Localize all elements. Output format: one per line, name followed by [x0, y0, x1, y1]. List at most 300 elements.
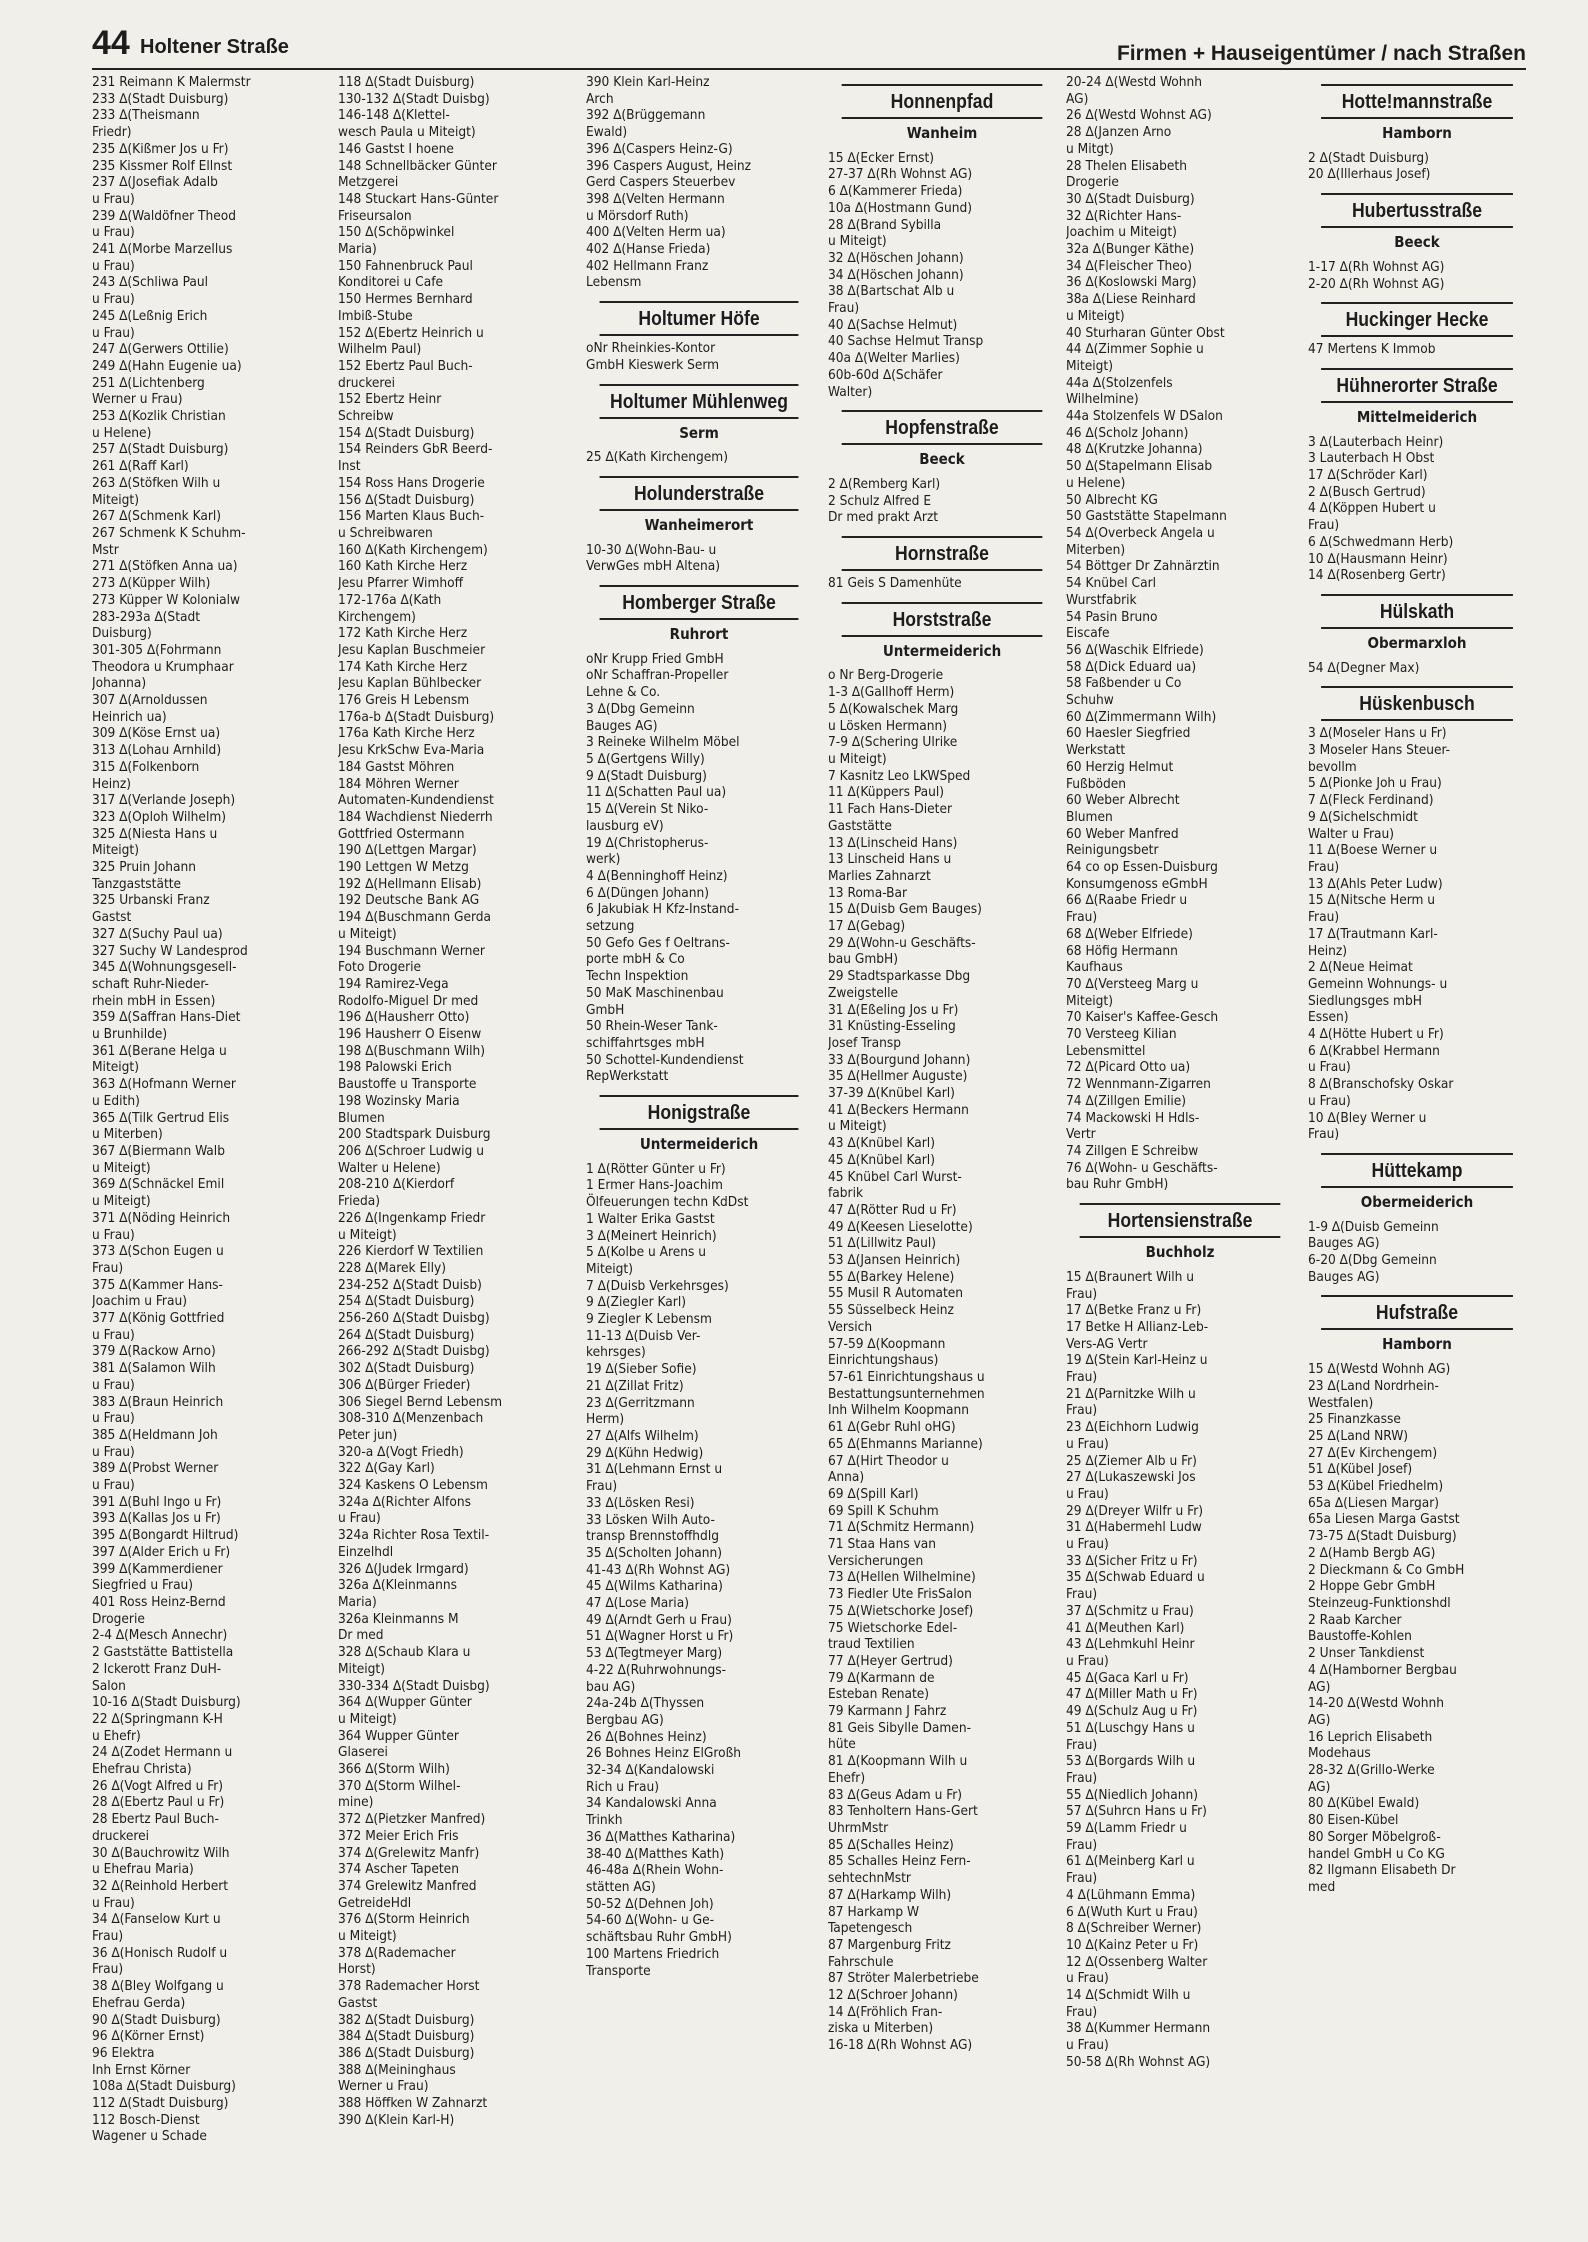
- directory-entry: 51 ∆(Kübel Josef): [1308, 1461, 1413, 1478]
- directory-entry: 184 Gastst Möhren: [338, 758, 455, 775]
- directory-entry: 87 Margenburg Fritz Fahrschule: [828, 1936, 951, 1970]
- directory-entry: 235 Kissmer Rolf Ellnst: [92, 157, 233, 174]
- directory-entry: 27-37 ∆(Rh Wohnst AG): [828, 166, 973, 183]
- directory-entry: 237 ∆(Josefiak Adalb u Frau): [92, 174, 218, 207]
- running-street-name: Holtener Straße: [140, 36, 289, 58]
- directory-entry: 192 ∆(Hellmann Elisab): [338, 875, 482, 892]
- directory-entry: 36 ∆(Matthes Katharina): [586, 1828, 736, 1845]
- directory-entry: 49 ∆(Keesen Lieselotte): [828, 1218, 973, 1235]
- directory-entry: 53 ∆(Kübel Friedhelm): [1308, 1478, 1444, 1495]
- directory-entry: 315 ∆(Folkenborn Heinz): [92, 758, 200, 792]
- directory-entry: 146-148 ∆(Klettel- wesch Paula u Miteigt): [338, 107, 476, 141]
- directory-entry: 400 ∆(Velten Herm ua): [586, 224, 726, 241]
- directory-entry: 3 ∆(Moseler Hans u Fr): [1308, 725, 1447, 742]
- directory-entry: 245 ∆(Leßnig Erich u Frau): [92, 307, 208, 341]
- district-heading: Wanheim: [906, 124, 978, 142]
- directory-entry: 54 ∆(Overbeck Angela u Miterben): [1066, 524, 1215, 558]
- directory-entry: 375 ∆(Kammer Hans- Joachim u Frau): [92, 1276, 223, 1310]
- directory-entry: 196 ∆(Hausherr Otto): [338, 1009, 470, 1026]
- directory-entry: 366 ∆(Storm Wilh): [338, 1761, 450, 1778]
- street-heading: Holtumer Höfe: [600, 301, 799, 336]
- directory-entry: 60 ∆(Zimmermann Wilh): [1066, 708, 1217, 725]
- directory-entry: 371 ∆(Nöding Heinrich u Frau): [92, 1209, 231, 1243]
- directory-entry: 273 Küpper W Kolonialw: [92, 591, 241, 608]
- directory-entry: 5 ∆(Kowalschek Marg u Lösken Hermann): [828, 700, 959, 734]
- directory-entry: 327 ∆(Suchy Paul ua): [92, 925, 223, 942]
- directory-entry: 243 ∆(Schliwa Paul u Frau): [92, 274, 209, 308]
- district-heading: Buchholz: [1145, 1243, 1215, 1262]
- directory-entry: 54 Böttger Dr Zahnärztin: [1066, 558, 1220, 575]
- directory-entry: 5 ∆(Gertgens Willy): [586, 750, 705, 767]
- directory-entry: 364 ∆(Wupper Günter u Miteigt): [338, 1694, 472, 1727]
- directory-entry: 72 ∆(Picard Otto ua): [1066, 1059, 1191, 1076]
- directory-entry: 306 Siegel Bernd Lebensm: [338, 1393, 503, 1410]
- directory-entry: 2 Hoppe Gebr GmbH Steinzeug-Funktionshdl: [1308, 1578, 1451, 1611]
- street-heading: Hotte!mannstraße: [1321, 84, 1513, 119]
- directory-entry: 302 ∆(Stadt Duisburg): [338, 1360, 475, 1377]
- directory-entry: 40 Sturharan Günter Obst: [1066, 324, 1225, 341]
- directory-entry: 75 Wietschorke Edel- traud Textilien: [828, 1619, 958, 1653]
- directory-entry: 49 ∆(Schulz Aug u Fr): [1066, 1703, 1198, 1720]
- directory-entry: 28 Ebertz Paul Buch- druckerei: [92, 1811, 219, 1844]
- directory-entry: 54 ∆(Degner Max): [1308, 659, 1420, 676]
- directory-entry: 374 Ascher Tapeten: [338, 1861, 459, 1878]
- directory-entry: 45 Knübel Carl Wurst- fabrik: [828, 1168, 962, 1202]
- directory-entry: 8 ∆(Branschofsky Oskar u Frau): [1308, 1076, 1454, 1109]
- directory-entry: 53 ∆(Borgards Wilh u Frau): [1066, 1753, 1196, 1786]
- directory-entry: 66 ∆(Raabe Friedr u Frau): [1066, 892, 1188, 926]
- directory-entry: 402 ∆(Hanse Frieda): [586, 241, 711, 258]
- directory-entry: 29 ∆(Kühn Hedwig): [586, 1444, 704, 1461]
- directory-entry: 367 ∆(Biermann Walb u Miteigt): [92, 1143, 225, 1176]
- directory-entry: 40 Sachse Helmut Transp: [828, 333, 984, 350]
- directory-entry: 7 Kasnitz Leo LKWSped: [828, 767, 971, 784]
- directory-entry: 40 ∆(Sachse Helmut): [828, 316, 958, 333]
- directory-entry: 1 Walter Erika Gastst: [586, 1210, 715, 1227]
- directory-entry: 374 ∆(Grelewitz Manfr): [338, 1844, 480, 1861]
- directory-entry: 71 ∆(Schmitz Hermann): [828, 1519, 975, 1536]
- directory-entry: 323 ∆(Oploh Wilhelm): [92, 808, 227, 825]
- directory-entry: 172 Kath Kirche Herz Jesu Kaplan Buschmeier: [338, 625, 486, 658]
- directory-entry: 150 Hermes Bernhard Imbiß-Stube: [338, 291, 473, 324]
- directory-entry: 10-30 ∆(Wohn-Bau- u VerwGes mbH Altena): [586, 541, 720, 575]
- column-4: [828, 74, 1056, 2234]
- directory-entry: 12 ∆(Schroer Johann): [828, 1987, 958, 2004]
- directory-entry: 2 Unser Tankdienst: [1308, 1645, 1425, 1662]
- directory-entry: 172-176a ∆(Kath Kirchengem): [338, 591, 442, 625]
- directory-entry: 28 Thelen Elisabeth Drogerie: [1066, 157, 1187, 191]
- directory-entry: 15 ∆(Braunert Wilh u Frau): [1066, 1268, 1195, 1302]
- directory-entry: 35 ∆(Hellmer Auguste): [828, 1068, 968, 1085]
- directory-entry: 77 ∆(Heyer Gertrud): [828, 1652, 953, 1669]
- directory-entry: 45 ∆(Knübel Karl): [828, 1151, 935, 1168]
- directory-entry: 325 ∆(Niesta Hans u Miteigt): [92, 825, 218, 859]
- directory-entry: 3 Reineke Wilhelm Möbel: [586, 734, 740, 751]
- directory-entry: 273 ∆(Küpper Wilh): [92, 575, 211, 592]
- directory-entry: 29 Stadtsparkasse Dbg Zweigstelle: [828, 968, 971, 1001]
- directory-entry: 253 ∆(Kozlik Christian u Helene): [92, 408, 226, 441]
- directory-entry: 56 ∆(Waschik Elfriede): [1066, 641, 1204, 658]
- directory-entry: 190 Lettgen W Metzg: [338, 859, 469, 876]
- directory-entry: 44 ∆(Zimmer Sophie u Miteigt): [1066, 341, 1204, 374]
- directory-entry: 6 Jakubiak H Kfz-Instand- setzung: [586, 901, 739, 935]
- directory-entry: 3 ∆(Dbg Gemeinn Bauges AG): [586, 700, 695, 734]
- directory-entry: 57-61 Einrichtungshaus u Bestattungsunternehmen Inh Wilhelm Koopmann: [828, 1369, 985, 1419]
- directory-entry: 73 ∆(Hellen Wilhelmine): [828, 1569, 976, 1586]
- directory-entry: 60 Herzig Helmut Fußböden: [1066, 758, 1174, 792]
- column-6: [1308, 74, 1526, 2234]
- street-heading: Honnenpfad: [842, 84, 1043, 119]
- directory-entry: 80 ∆(Kübel Ewald): [1308, 1795, 1420, 1812]
- directory-entry: 194 ∆(Buschmann Gerda u Miteigt): [338, 909, 492, 942]
- directory-entry: 85 ∆(Schalles Heinz): [828, 1836, 954, 1853]
- directory-entry: 17 ∆(Schröder Karl): [1308, 467, 1428, 484]
- directory-entry: 2 ∆(Neue Heimat Gemeinn Wohnungs- u Siedlungsges mbH Essen): [1308, 959, 1448, 1026]
- directory-entry: 27 ∆(Lukaszewski Jos u Frau): [1066, 1469, 1196, 1502]
- directory-entry: 38 ∆(Kummer Hermann u Frau): [1066, 2020, 1211, 2054]
- directory-entry: 1-9 ∆(Duisb Gemeinn Bauges AG): [1308, 1218, 1439, 1252]
- directory-entry: 130-132 ∆(Stadt Duisbg): [338, 90, 490, 107]
- directory-entry: 32-34 ∆(Kandalowski Rich u Frau): [586, 1762, 715, 1795]
- district-heading: Untermeiderich: [639, 1135, 759, 1154]
- directory-entry: 160 ∆(Kath Kirchengem): [338, 541, 488, 558]
- directory-entry: 24a-24b ∆(Thyssen Bergbau AG): [586, 1695, 705, 1728]
- directory-entry: 83 Tenholtern Hans-Gert UhrmMstr: [828, 1803, 978, 1836]
- directory-entry: 176a-b ∆(Stadt Duisburg): [338, 708, 495, 725]
- directory-entry: 44a Stolzenfels W DSalon: [1066, 408, 1223, 425]
- directory-entry: 51 ∆(Luschgy Hans u Frau): [1066, 1719, 1195, 1753]
- directory-entry: 74 ∆(Zillgen Emilie): [1066, 1092, 1187, 1109]
- directory-entry: 16-18 ∆(Rh Wohnst AG): [828, 2037, 973, 2054]
- directory-entry: 25 Finanzkasse: [1308, 1411, 1401, 1428]
- directory-entry: 50 ∆(Stapelmann Elisab u Helene): [1066, 458, 1213, 491]
- directory-entry: 26 Bohnes Heinz ElGroßh: [586, 1745, 742, 1762]
- directory-entry: 60 Weber Albrecht Blumen: [1066, 792, 1180, 825]
- directory-entry: 388 Höffken W Zahnarzt: [338, 2095, 488, 2112]
- directory-entry: 20 ∆(Illerhaus Josef): [1308, 166, 1431, 183]
- directory-entry: oNr Schaffran-Propeller Lehne & Co.: [586, 667, 729, 701]
- directory-entry: 76 ∆(Wohn- u Geschäfts- bau Ruhr GmbH): [1066, 1159, 1218, 1193]
- directory-entry: 35 ∆(Scholten Johann): [586, 1544, 723, 1561]
- directory-entry: 364 Wupper Günter Glaserei: [338, 1727, 459, 1761]
- street-heading: Holtumer Mühlenweg: [600, 384, 799, 419]
- directory-entry: 146 Gastst I hoene: [338, 140, 454, 157]
- directory-entry: 35 ∆(Schwab Eduard u Frau): [1066, 1569, 1205, 1603]
- directory-entry: 154 Ross Hans Drogerie: [338, 474, 485, 491]
- directory-entry: 401 Ross Heinz-Bernd Drogerie: [92, 1593, 226, 1627]
- directory-entry: 70 Kaiser's Kaffee-Gesch: [1066, 1009, 1219, 1026]
- street-heading: Horststraße: [842, 602, 1043, 637]
- directory-entry: 317 ∆(Verlande Joseph): [92, 792, 236, 809]
- directory-entry: 54-60 ∆(Wohn- u Ge- schäftsbau Ruhr GmbH): [586, 1912, 732, 1946]
- directory-entry: 36 ∆(Honisch Rudolf u Frau): [92, 1944, 228, 1978]
- directory-entry: 100 Martens Friedrich Transporte: [586, 1945, 720, 1979]
- directory-entry: 4 ∆(Hötte Hubert u Fr): [1308, 1026, 1444, 1043]
- directory-entry: 47 ∆(Rötter Rud u Fr): [828, 1201, 957, 1218]
- directory-entry: 20-24 ∆(Westd Wohnh AG): [1066, 74, 1203, 107]
- directory-entry: 87 Ströter Malerbetriebe: [828, 1970, 979, 1987]
- directory-entry: 11 ∆(Küppers Paul): [828, 784, 945, 801]
- street-heading: Holunderstraße: [600, 476, 799, 511]
- directory-entry: 369 ∆(Schnäckel Emil u Miteigt): [92, 1176, 225, 1210]
- directory-entry: 47 Mertens K Immob: [1308, 341, 1436, 358]
- directory-entry: 390 Klein Karl-Heinz Arch: [586, 74, 710, 107]
- directory-entry: 15 ∆(Verein St Niko- lausburg eV): [586, 801, 709, 834]
- directory-entry: 382 ∆(Stadt Duisburg): [338, 2011, 475, 2028]
- directory-entry: 19 ∆(Stein Karl-Heinz u Frau): [1066, 1352, 1208, 1386]
- directory-entry: 79 ∆(Karmann de Esteban Renate): [828, 1669, 935, 1703]
- directory-entry: 14 ∆(Schmidt Wilh u Frau): [1066, 1987, 1191, 2020]
- directory-entry: 29 ∆(Dreyer Wilfr u Fr): [1066, 1502, 1204, 1519]
- directory-entry: 47 ∆(Lose Maria): [586, 1595, 689, 1612]
- directory-entry: 198 Palowski Erich Baustoffe u Transporte: [338, 1059, 477, 1093]
- directory-entry: 25 ∆(Land NRW): [1308, 1427, 1409, 1444]
- directory-entry: 72 Wennmann-Zigarren: [1066, 1076, 1211, 1093]
- directory-entry: oNr Krupp Fried GmbH: [586, 650, 724, 667]
- district-heading: Beeck: [919, 450, 965, 469]
- street-heading: Huckinger Hecke: [1321, 302, 1513, 337]
- directory-entry: 247 ∆(Gerwers Ottilie): [92, 341, 229, 358]
- column-2: [338, 74, 564, 2234]
- directory-entry: 9 ∆(Stadt Duisburg): [586, 767, 707, 784]
- directory-entry: 50 Rhein-Weser Tank- schiffahrtsges mbH: [586, 1018, 718, 1051]
- directory-entry: 41 ∆(Beckers Hermann u Miteigt): [828, 1101, 969, 1135]
- directory-entry: 50 MaK Maschinenbau GmbH: [586, 984, 724, 1018]
- column-5: [1066, 74, 1294, 2234]
- directory-columns: [92, 74, 1526, 2234]
- directory-entry: 14 ∆(Fröhlich Fran- ziska u Miterben): [828, 2003, 943, 2037]
- street-heading: Hüttekamp: [1321, 1153, 1513, 1188]
- directory-entry: 25 ∆(Kath Kirchengem): [586, 449, 728, 466]
- directory-entry: 53 ∆(Tegtmeyer Marg): [586, 1645, 723, 1662]
- directory-entry: 53 ∆(Jansen Heinrich): [828, 1252, 961, 1269]
- directory-entry: 378 ∆(Rademacher Horst): [338, 1944, 456, 1978]
- directory-entry: 33 Lösken Wilh Auto- transp Brennstoffhdlg: [586, 1511, 719, 1545]
- directory-entry: 2 ∆(Hamb Bergb AG): [1308, 1544, 1436, 1561]
- directory-entry: 4-22 ∆(Ruhrwohnungs- bau AG): [586, 1661, 727, 1695]
- street-heading: Homberger Straße: [600, 585, 799, 620]
- directory-entry: 150 ∆(Schöpwinkel Maria): [338, 224, 455, 258]
- directory-entry: 44a ∆(Stolzenfels Wilhelmine): [1066, 374, 1173, 408]
- directory-entry: 373 ∆(Schon Eugen u Frau): [92, 1243, 224, 1276]
- directory-entry: 154 Reinders GbR Beerd- Inst: [338, 441, 493, 475]
- directory-entry: 54 Pasin Bruno Eiscafe: [1066, 608, 1158, 642]
- directory-entry: 365 ∆(Tilk Gertrud Elis u Miterben): [92, 1109, 230, 1143]
- directory-entry: 32 ∆(Reinhold Herbert u Frau): [92, 1877, 229, 1911]
- directory-entry: 10 ∆(Kainz Peter u Fr): [1066, 1936, 1199, 1953]
- directory-entry: 60 Weber Manfred Reinigungsbetr: [1066, 825, 1179, 859]
- directory-entry: 81 ∆(Koopmann Wilh u Ehefr): [828, 1753, 968, 1786]
- directory-entry: 345 ∆(Wohnungsgesell- schaft Ruhr-Nieder- rhein mbH in Essen): [92, 959, 237, 1009]
- directory-entry: 330-334 ∆(Stadt Duisbg): [338, 1677, 490, 1694]
- directory-entry: 200 Stadtspark Duisburg: [338, 1126, 491, 1143]
- directory-entry: 38a ∆(Liese Reinhard u Miteigt): [1066, 291, 1196, 324]
- column-3: [586, 74, 812, 2234]
- directory-entry: 43 ∆(Lehmkuhl Heinr u Frau): [1066, 1636, 1195, 1669]
- directory-entry: o Nr Berg-Drogerie: [828, 667, 944, 684]
- directory-entry: 23 ∆(Land Nordrhein- Westfalen): [1308, 1377, 1439, 1411]
- directory-entry: 398 ∆(Velten Hermann u Mörsdorf Ruth): [586, 190, 725, 224]
- directory-entry: 32 ∆(Richter Hans- Joachim u Miteigt): [1066, 207, 1182, 241]
- directory-entry: 2-4 ∆(Mesch Annechr): [92, 1627, 228, 1644]
- directory-entry: 208-210 ∆(Kierdorf Frieda): [338, 1176, 455, 1210]
- directory-entry: 389 ∆(Probst Werner u Frau): [92, 1460, 219, 1494]
- directory-entry: 6-20 ∆(Dbg Gemeinn Bauges AG): [1308, 1252, 1437, 1285]
- directory-entry: 324a Richter Rosa Textil- Einzelhdl: [338, 1527, 490, 1560]
- street-heading: Hufstraße: [1321, 1295, 1513, 1330]
- directory-entry: 34 Kandalowski Anna Trinkh: [586, 1795, 717, 1829]
- directory-entry: 381 ∆(Salamon Wilh u Frau): [92, 1360, 216, 1393]
- directory-entry: 4 ∆(Hamborner Bergbau AG): [1308, 1661, 1457, 1695]
- directory-entry: 257 ∆(Stadt Duisburg): [92, 441, 229, 458]
- directory-entry: 65 ∆(Ehmanns Marianne): [828, 1435, 983, 1452]
- directory-entry: 85 Schalles Heinz Fern- sehtechnMstr: [828, 1853, 971, 1887]
- directory-entry: 50 Albrecht KG: [1066, 491, 1158, 508]
- directory-entry: 50 Gefo Ges f Oeltrans- porte mbH & Co Techn Inspektion: [586, 934, 730, 985]
- directory-entry: 28 ∆(Brand Sybilla u Miteigt): [828, 216, 942, 250]
- directory-entry: 61 ∆(Gebr Ruhl oHG): [828, 1419, 956, 1436]
- directory-entry: 68 ∆(Weber Elfriede): [1066, 925, 1193, 942]
- directory-entry: 372 Meier Erich Fris: [338, 1827, 459, 1844]
- directory-entry: 57-59 ∆(Koopmann Einrichtungshaus): [828, 1335, 946, 1369]
- directory-entry: 4 ∆(Köppen Hubert u Frau): [1308, 500, 1436, 534]
- district-heading: Hamborn: [1382, 124, 1452, 142]
- directory-entry: 61 ∆(Meinberg Karl u Frau): [1066, 1853, 1195, 1887]
- directory-entry: 254 ∆(Stadt Duisburg): [338, 1293, 475, 1310]
- directory-entry: 249 ∆(Hahn Eugenie ua): [92, 357, 242, 374]
- directory-entry: 33 ∆(Sicher Fritz u Fr): [1066, 1552, 1198, 1569]
- directory-entry: 152 ∆(Ebertz Heinrich u Wilhelm Paul): [338, 324, 484, 358]
- directory-entry: 11 ∆(Boese Werner u Frau): [1308, 842, 1438, 875]
- directory-entry: 233 ∆(Theismann Friedr): [92, 107, 200, 141]
- directory-entry: 6 ∆(Schwedmann Herb): [1308, 533, 1454, 550]
- directory-entry: 308-310 ∆(Menzenbach Peter jun): [338, 1410, 484, 1443]
- directory-entry: 15 ∆(Duisb Gem Bauges): [828, 901, 982, 918]
- directory-entry: 50-58 ∆(Rh Wohnst AG): [1066, 2053, 1211, 2070]
- street-heading: Honigstraße: [600, 1095, 799, 1130]
- directory-entry: 3 ∆(Meinert Heinrich): [586, 1227, 717, 1244]
- directory-entry: 363 ∆(Hofmann Werner u Edith): [92, 1076, 236, 1109]
- directory-entry: 28 ∆(Janzen Arno u Mitgt): [1066, 124, 1172, 157]
- directory-entry: 392 ∆(Brüggemann Ewald): [586, 107, 706, 141]
- directory-entry: 390 ∆(Klein Karl-H): [338, 2111, 455, 2128]
- directory-entry: 33 ∆(Bourgund Johann): [828, 1051, 971, 1068]
- directory-entry: 3 Lauterbach H Obst: [1308, 450, 1435, 467]
- directory-entry: 324 Kaskens O Lebensm: [338, 1477, 488, 1494]
- directory-entry: 28-32 ∆(Grillo-Werke AG): [1308, 1762, 1435, 1795]
- directory-entry: 2 ∆(Stadt Duisburg): [1308, 149, 1429, 166]
- directory-entry: 26 ∆(Bohnes Heinz): [586, 1728, 707, 1745]
- directory-entry: 79 Karmann J Fahrz: [828, 1703, 947, 1720]
- directory-entry: 226 Kierdorf W Textilien: [338, 1243, 484, 1260]
- directory-entry: 9 Ziegler K Lebensm: [586, 1311, 712, 1328]
- directory-entry: 324a ∆(Richter Alfons u Frau): [338, 1493, 471, 1527]
- directory-entry: 10 ∆(Bley Werner u Frau): [1308, 1109, 1427, 1143]
- directory-entry: 148 Stuckart Hans-Günter Friseursalon: [338, 190, 499, 224]
- directory-entry: 156 Marten Klaus Buch- u Schreibwaren: [338, 508, 485, 541]
- directory-entry: 11 Fach Hans-Dieter Gaststätte: [828, 801, 953, 834]
- directory-entry: 359 ∆(Saffran Hans-Diet u Brunhilde): [92, 1009, 241, 1043]
- directory-entry: 14-20 ∆(Westd Wohnh AG): [1308, 1695, 1445, 1728]
- directory-entry: 3 Moseler Hans Steuer- bevollm: [1308, 742, 1451, 775]
- directory-entry: 325 Pruin Johann Tanzgaststätte: [92, 859, 197, 892]
- directory-entry: 326a Kleinmanns M Dr med: [338, 1610, 459, 1644]
- directory-entry: 37 ∆(Schmitz u Frau): [1066, 1602, 1194, 1619]
- directory-entry: 23 ∆(Eichhorn Ludwig u Frau): [1066, 1419, 1199, 1452]
- directory-entry: 322 ∆(Gay Karl): [338, 1460, 435, 1477]
- street-heading: Hühnerorter Straße: [1321, 368, 1513, 403]
- directory-entry: 50 Schottel-Kundendienst RepWerkstatt: [586, 1051, 744, 1085]
- directory-entry: 87 ∆(Harkamp Wilh): [828, 1886, 952, 1903]
- directory-entry: 34 ∆(Fleischer Theo): [1066, 257, 1193, 274]
- directory-entry: 5 ∆(Pionke Joh u Frau): [1308, 775, 1442, 792]
- directory-entry: 150 Fahnenbruck Paul Konditorei u Cafe: [338, 257, 473, 291]
- directory-entry: 37-39 ∆(Knübel Karl): [828, 1085, 955, 1102]
- directory-entry: 24 ∆(Zodet Hermann u Ehefrau Christa): [92, 1744, 233, 1778]
- directory-entry: 11 ∆(Schatten Paul ua): [586, 784, 727, 801]
- directory-entry: 55 ∆(Niedlich Johann): [1066, 1786, 1199, 1803]
- directory-entry: 361 ∆(Berane Helga u Miteigt): [92, 1042, 227, 1076]
- directory-entry: 2 Schulz Alfred E Dr med prakt Arzt: [828, 492, 939, 526]
- directory-entry: 64 co op Essen-Duisburg Konsumgenoss eGmbH: [1066, 859, 1218, 892]
- directory-entry: 2 ∆(Busch Gertrud): [1308, 483, 1426, 500]
- directory-entry: 4 ∆(Lühmann Emma): [1066, 1886, 1196, 1903]
- directory-entry: 83 ∆(Geus Adam u Fr): [828, 1786, 963, 1803]
- directory-entry: 393 ∆(Kallas Jos u Fr): [92, 1510, 221, 1527]
- directory-entry: 160 Kath Kirche Herz Jesu Pfarrer Wimhoff: [338, 558, 468, 592]
- directory-entry: 152 Ebertz Heinr Schreibw: [338, 391, 442, 425]
- directory-entry: 15 ∆(Nitsche Herm u Frau): [1308, 892, 1436, 926]
- directory-entry: 378 Rademacher Horst Gastst: [338, 1978, 480, 2011]
- directory-entry: 96 ∆(Körner Ernst): [92, 2028, 205, 2045]
- directory-entry: 27 ∆(Alfs Wilhelm): [586, 1428, 699, 1444]
- directory-entry: 379 ∆(Rackow Arno): [92, 1343, 216, 1360]
- directory-entry: 80 Sorger Möbelgroß- handel GmbH u Co KG: [1308, 1828, 1445, 1862]
- directory-entry: 384 ∆(Stadt Duisburg): [338, 2028, 475, 2045]
- directory-entry: 55 Musil R Automaten: [828, 1285, 964, 1302]
- directory-entry: 81 Geis S Damenhüte: [828, 575, 962, 592]
- directory-entry: 31 ∆(Eßeling Jos u Fr): [828, 1001, 959, 1018]
- directory-entry: 58 Faßbender u Co Schuhw: [1066, 675, 1182, 709]
- directory-entry: 96 Elektra Inh Ernst Körner: [92, 2044, 191, 2078]
- directory-entry: 45 ∆(Gaca Karl u Fr): [1066, 1669, 1189, 1686]
- directory-entry: 388 ∆(Meininghaus Werner u Frau): [338, 2061, 456, 2095]
- directory-entry: 2 Gaststätte Battistella: [92, 1644, 234, 1661]
- directory-entry: 154 ∆(Stadt Duisburg): [338, 424, 475, 441]
- directory-entry: 306 ∆(Bürger Frieder): [338, 1376, 471, 1393]
- directory-entry: 15 ∆(Ecker Ernst): [828, 149, 935, 166]
- directory-entry: 36 ∆(Koslowski Marg): [1066, 274, 1197, 291]
- directory-entry: 283-293a ∆(Stadt Duisburg): [92, 608, 201, 642]
- street-heading: Hopfenstraße: [842, 410, 1043, 445]
- directory-entry: 19 ∆(Christopherus- werk): [586, 834, 709, 868]
- directory-entry: 54 Knübel Carl Wurstfabrik: [1066, 575, 1156, 608]
- directory-entry: 74 Mackowski H Hdls- Vertr: [1066, 1109, 1200, 1143]
- directory-entry: 60 Haesler Siegfried Werkstatt: [1066, 725, 1191, 759]
- directory-entry: 23 ∆(Gerritzmann Herm): [586, 1394, 695, 1428]
- directory-entry: 17 ∆(Gebag): [828, 918, 906, 935]
- directory-entry: 68 Höfig Hermann Kaufhaus: [1066, 942, 1178, 976]
- directory-entry: 228 ∆(Marek Elly): [338, 1259, 446, 1276]
- directory-entry: 75 ∆(Wietschorke Josef): [828, 1602, 974, 1619]
- directory-entry: 49 ∆(Arndt Gerh u Frau): [586, 1611, 732, 1628]
- directory-entry: 31 ∆(Habermehl Ludw u Frau): [1066, 1519, 1202, 1553]
- directory-entry: 184 Wachdienst Niederrh Gottfried Ostermann: [338, 808, 493, 842]
- directory-entry: 45 ∆(Wilms Katharina): [586, 1578, 723, 1595]
- directory-entry: 21 ∆(Parnitzke Wilh u Frau): [1066, 1385, 1196, 1419]
- directory-entry: 7 ∆(Fleck Ferdinand): [1308, 792, 1434, 809]
- directory-entry: 15 ∆(Westd Wohnh AG): [1308, 1361, 1451, 1378]
